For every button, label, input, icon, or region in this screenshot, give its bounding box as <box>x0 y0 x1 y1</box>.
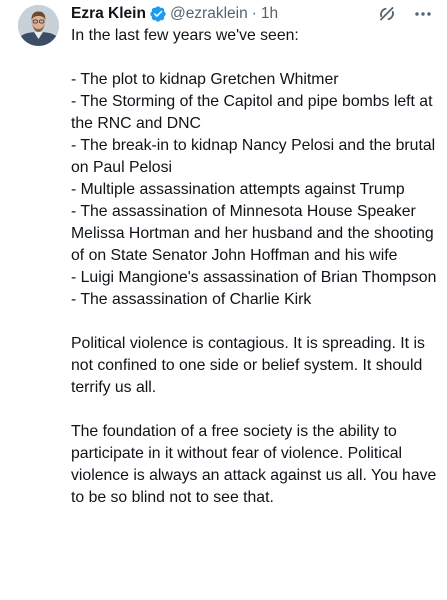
events-list <box>71 69 437 311</box>
header-actions <box>377 4 437 24</box>
grok-icon[interactable] <box>377 4 397 24</box>
tweet-paragraph-2: The foundation of a free society is the ability to participate in it without fear of violence. Political violence is always an attack against us all. You have to be so blind not to see that. <box>71 423 437 506</box>
tweet-paragraph-1: Political violence is contagious. It is spreading. It is not confined to one side or belief system. It should terrify us all. <box>71 335 425 396</box>
list-item: - The break-in to kidnap Nancy Pelosi and the brutal on Paul Pelosi <box>71 137 436 176</box>
timestamp[interactable]: 1h <box>260 5 279 22</box>
list-item: - Luigi Mangione's assassination of Brian Thompson <box>71 269 437 286</box>
tweet-header <box>71 4 437 23</box>
list-item: - The assassination of Minnesota House Speaker Melissa Hortman and her husband and the shooting of on State Senator John Hoffman and his wife <box>71 203 434 264</box>
author-handle[interactable]: @ezraklein <box>169 5 248 22</box>
more-options-icon[interactable] <box>413 4 433 24</box>
tweet-content <box>71 4 437 600</box>
list-item: - Multiple assassination attempts against Trump <box>71 181 405 198</box>
author-name[interactable]: Ezra Klein <box>71 5 146 22</box>
verified-badge-icon <box>149 5 167 23</box>
tweet-text <box>71 25 437 509</box>
list-item: - The assassination of Charlie Kirk <box>71 291 312 308</box>
list-item: - The Storming of the Capitol and pipe bombs left at the RNC and DNC <box>71 93 433 132</box>
avatar[interactable] <box>18 5 59 46</box>
separator-dot: · <box>251 5 257 22</box>
list-item: - The plot to kidnap Gretchen Whitmer <box>71 71 339 88</box>
tweet-intro: In the last few years we've seen: <box>71 27 299 44</box>
